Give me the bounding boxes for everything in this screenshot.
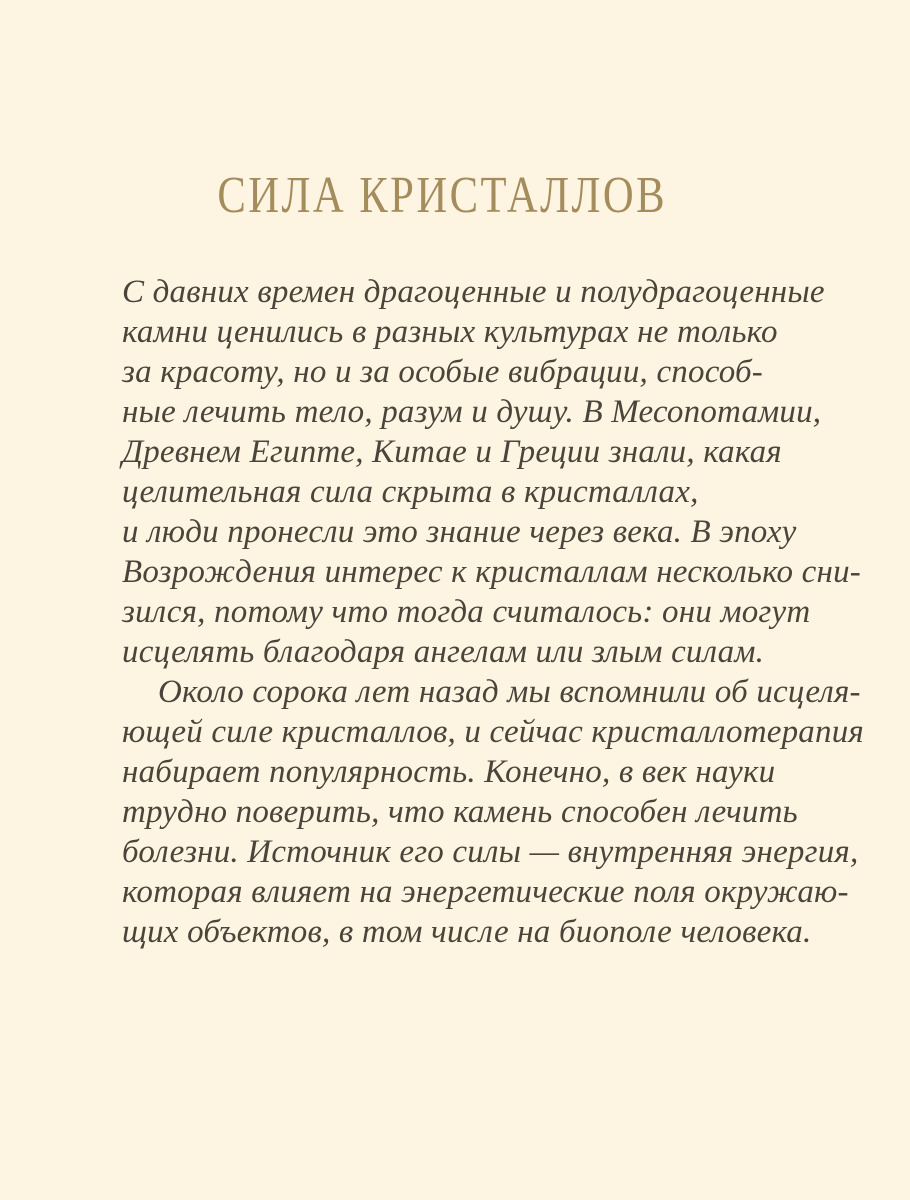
- text-line: и люди пронесли это знание через века. В эпоху: [122, 514, 797, 550]
- text-line: целительная сила скрыта в кристаллах,: [122, 474, 699, 510]
- text-line: Древнем Египте, Китае и Греции знали, какая: [122, 434, 782, 470]
- paragraph: [122, 272, 861, 672]
- text-line: С давних времен драгоценные и полудрагоценные: [122, 274, 825, 310]
- text-line: которая влияет на энергетические поля окружаю-: [122, 874, 849, 910]
- text-line: за красоту, но и за особые вибрации, способ-: [122, 354, 763, 390]
- paragraph: [122, 672, 864, 952]
- text-line: Возрождения интерес к кристаллам несколько сни-: [122, 554, 861, 590]
- text-line: болезни. Источник его силы — внутренняя энергия,: [122, 834, 859, 870]
- text-line: камни ценились в разных культурах не только: [122, 314, 778, 350]
- text-line: набирает популярность. Конечно, в век науки: [122, 754, 776, 790]
- text-line: зился, потому что тогда считалось: они могут: [122, 594, 811, 630]
- body-text: [122, 272, 864, 952]
- text-line: щих объектов, в том числе на биополе человека.: [122, 914, 812, 950]
- title-container: [122, 167, 762, 224]
- text-line: исцелять благодаря ангелам или злым силам.: [122, 634, 765, 670]
- text-line: Около сорока лет назад мы вспомнили об исцеля-: [158, 674, 861, 710]
- page-title: СИЛА КРИСТАЛЛОВ: [217, 167, 667, 224]
- text-line: трудно поверить, что камень способен лечить: [122, 794, 798, 830]
- text-line: ные лечить тело, разум и душу. В Месопотамии,: [122, 394, 822, 430]
- text-line: ющей силе кристаллов, и сейчас кристаллотерапия: [122, 714, 864, 750]
